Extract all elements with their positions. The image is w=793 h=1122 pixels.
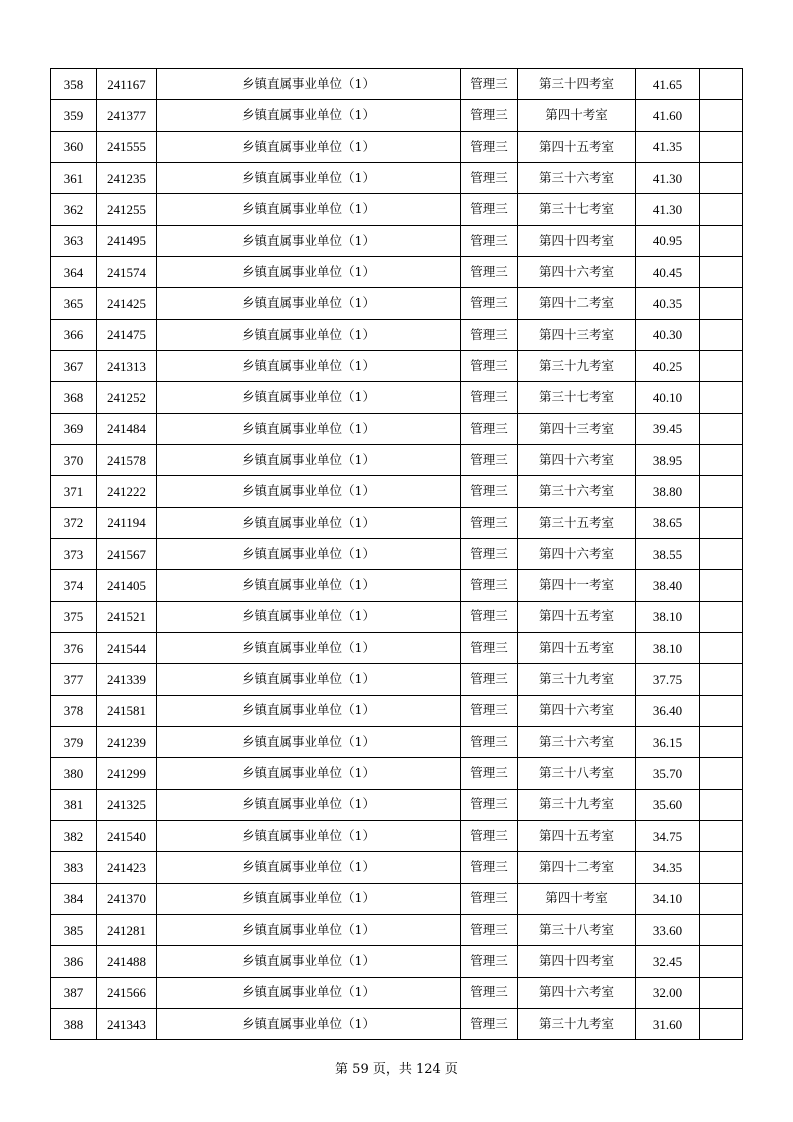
score-cell: 38.55 [636,538,700,569]
seq-cell: 384 [51,883,97,914]
exam-room-cell: 第四十五考室 [518,601,636,632]
exam-room-cell: 第三十七考室 [518,382,636,413]
remark-cell [700,382,743,413]
remark-cell [700,69,743,100]
exam-number-cell: 241239 [97,726,157,757]
seq-cell: 367 [51,350,97,381]
position-cell: 管理三 [461,726,518,757]
table-body [51,69,743,1040]
exam-number-cell: 241423 [97,852,157,883]
table-row [51,946,743,977]
score-cell: 41.35 [636,131,700,162]
exam-number-cell: 241167 [97,69,157,100]
unit-cell: 乡镇直属事业单位（1） [157,288,461,319]
unit-cell: 乡镇直属事业单位（1） [157,100,461,131]
seq-cell: 375 [51,601,97,632]
exam-room-cell: 第三十七考室 [518,194,636,225]
unit-cell: 乡镇直属事业单位（1） [157,570,461,601]
table-row [51,69,743,100]
exam-room-cell: 第四十考室 [518,883,636,914]
seq-cell: 359 [51,100,97,131]
exam-room-cell: 第四十五考室 [518,820,636,851]
position-cell: 管理三 [461,350,518,381]
seq-cell: 388 [51,1008,97,1039]
remark-cell [700,914,743,945]
exam-room-cell: 第三十六考室 [518,476,636,507]
score-cell: 40.25 [636,350,700,381]
exam-room-cell: 第三十四考室 [518,69,636,100]
exam-number-cell: 241222 [97,476,157,507]
unit-cell: 乡镇直属事业单位（1） [157,256,461,287]
position-cell: 管理三 [461,538,518,569]
seq-cell: 371 [51,476,97,507]
table-row [51,664,743,695]
exam-room-cell: 第四十五考室 [518,632,636,663]
exam-number-cell: 241574 [97,256,157,287]
score-cell: 41.30 [636,194,700,225]
score-cell: 40.30 [636,319,700,350]
seq-cell: 365 [51,288,97,319]
position-cell: 管理三 [461,476,518,507]
score-cell: 34.75 [636,820,700,851]
seq-cell: 378 [51,695,97,726]
seq-cell: 386 [51,946,97,977]
position-cell: 管理三 [461,194,518,225]
seq-cell: 380 [51,758,97,789]
exam-room-cell: 第四十三考室 [518,319,636,350]
remark-cell [700,570,743,601]
unit-cell: 乡镇直属事业单位（1） [157,225,461,256]
table-row [51,852,743,883]
exam-number-cell: 241325 [97,789,157,820]
seq-cell: 358 [51,69,97,100]
table-row [51,100,743,131]
position-cell: 管理三 [461,914,518,945]
seq-cell: 379 [51,726,97,757]
exam-number-cell: 241567 [97,538,157,569]
remark-cell [700,288,743,319]
score-cell: 38.80 [636,476,700,507]
table-row [51,883,743,914]
table-row [51,350,743,381]
seq-cell: 383 [51,852,97,883]
position-cell: 管理三 [461,413,518,444]
unit-cell: 乡镇直属事业单位（1） [157,789,461,820]
table-row [51,225,743,256]
exam-room-cell: 第三十六考室 [518,726,636,757]
table-row [51,256,743,287]
position-cell: 管理三 [461,1008,518,1039]
exam-room-cell: 第三十八考室 [518,758,636,789]
remark-cell [700,820,743,851]
unit-cell: 乡镇直属事业单位（1） [157,382,461,413]
score-cell: 41.30 [636,162,700,193]
remark-cell [700,758,743,789]
seq-cell: 361 [51,162,97,193]
remark-cell [700,476,743,507]
table-row [51,1008,743,1039]
position-cell: 管理三 [461,632,518,663]
unit-cell: 乡镇直属事业单位（1） [157,852,461,883]
score-cell: 40.10 [636,382,700,413]
score-cell: 34.35 [636,852,700,883]
exam-number-cell: 241540 [97,820,157,851]
unit-cell: 乡镇直属事业单位（1） [157,162,461,193]
remark-cell [700,538,743,569]
score-cell: 32.00 [636,977,700,1008]
table-row [51,789,743,820]
exam-room-cell: 第四十二考室 [518,852,636,883]
exam-room-cell: 第三十六考室 [518,162,636,193]
exam-room-cell: 第三十八考室 [518,914,636,945]
position-cell: 管理三 [461,789,518,820]
score-cell: 41.65 [636,69,700,100]
position-cell: 管理三 [461,69,518,100]
exam-room-cell: 第四十六考室 [518,444,636,475]
exam-number-cell: 241578 [97,444,157,475]
remark-cell [700,883,743,914]
position-cell: 管理三 [461,382,518,413]
score-cell: 36.15 [636,726,700,757]
seq-cell: 377 [51,664,97,695]
table-row [51,194,743,225]
remark-cell [700,726,743,757]
exam-room-cell: 第四十四考室 [518,946,636,977]
exam-number-cell: 241252 [97,382,157,413]
exam-number-cell: 241544 [97,632,157,663]
position-cell: 管理三 [461,664,518,695]
score-cell: 32.45 [636,946,700,977]
table-row [51,538,743,569]
exam-room-cell: 第四十六考室 [518,538,636,569]
exam-number-cell: 241521 [97,601,157,632]
exam-number-cell: 241555 [97,131,157,162]
unit-cell: 乡镇直属事业单位（1） [157,1008,461,1039]
exam-room-cell: 第四十四考室 [518,225,636,256]
unit-cell: 乡镇直属事业单位（1） [157,914,461,945]
table-row [51,601,743,632]
unit-cell: 乡镇直属事业单位（1） [157,695,461,726]
remark-cell [700,695,743,726]
position-cell: 管理三 [461,288,518,319]
exam-number-cell: 241255 [97,194,157,225]
seq-cell: 366 [51,319,97,350]
score-cell: 35.70 [636,758,700,789]
unit-cell: 乡镇直属事业单位（1） [157,601,461,632]
remark-cell [700,664,743,695]
remark-cell [700,100,743,131]
exam-number-cell: 241475 [97,319,157,350]
remark-cell [700,444,743,475]
table-row [51,413,743,444]
score-cell: 38.10 [636,601,700,632]
position-cell: 管理三 [461,131,518,162]
exam-room-cell: 第四十一考室 [518,570,636,601]
exam-number-cell: 241377 [97,100,157,131]
seq-cell: 369 [51,413,97,444]
unit-cell: 乡镇直属事业单位（1） [157,476,461,507]
unit-cell: 乡镇直属事业单位（1） [157,883,461,914]
exam-number-cell: 241425 [97,288,157,319]
exam-room-cell: 第三十九考室 [518,789,636,820]
position-cell: 管理三 [461,319,518,350]
exam-number-cell: 241581 [97,695,157,726]
position-cell: 管理三 [461,570,518,601]
score-cell: 40.35 [636,288,700,319]
table-row [51,570,743,601]
score-cell: 34.10 [636,883,700,914]
remark-cell [700,507,743,538]
table-row [51,695,743,726]
position-cell: 管理三 [461,100,518,131]
remark-cell [700,131,743,162]
table-row [51,820,743,851]
unit-cell: 乡镇直属事业单位（1） [157,726,461,757]
exam-number-cell: 241370 [97,883,157,914]
position-cell: 管理三 [461,256,518,287]
exam-number-cell: 241566 [97,977,157,1008]
score-cell: 38.10 [636,632,700,663]
score-cell: 40.45 [636,256,700,287]
exam-number-cell: 241488 [97,946,157,977]
position-cell: 管理三 [461,946,518,977]
remark-cell [700,413,743,444]
seq-cell: 363 [51,225,97,256]
seq-cell: 364 [51,256,97,287]
remark-cell [700,350,743,381]
exam-number-cell: 241194 [97,507,157,538]
score-cell: 35.60 [636,789,700,820]
exam-number-cell: 241313 [97,350,157,381]
table-row [51,444,743,475]
table-row [51,758,743,789]
remark-cell [700,946,743,977]
exam-room-cell: 第四十六考室 [518,256,636,287]
remark-cell [700,256,743,287]
exam-number-cell: 241235 [97,162,157,193]
exam-number-cell: 241339 [97,664,157,695]
results-table [50,68,743,1040]
position-cell: 管理三 [461,444,518,475]
score-cell: 41.60 [636,100,700,131]
remark-cell [700,601,743,632]
table-row [51,131,743,162]
unit-cell: 乡镇直属事业单位（1） [157,632,461,663]
remark-cell [700,225,743,256]
remark-cell [700,319,743,350]
table-row [51,288,743,319]
exam-room-cell: 第四十六考室 [518,977,636,1008]
score-cell: 38.95 [636,444,700,475]
unit-cell: 乡镇直属事业单位（1） [157,444,461,475]
unit-cell: 乡镇直属事业单位（1） [157,69,461,100]
seq-cell: 382 [51,820,97,851]
score-cell: 31.60 [636,1008,700,1039]
score-cell: 37.75 [636,664,700,695]
seq-cell: 387 [51,977,97,1008]
table-row [51,476,743,507]
seq-cell: 373 [51,538,97,569]
position-cell: 管理三 [461,820,518,851]
unit-cell: 乡镇直属事业单位（1） [157,507,461,538]
exam-number-cell: 241484 [97,413,157,444]
unit-cell: 乡镇直属事业单位（1） [157,319,461,350]
remark-cell [700,789,743,820]
table-row [51,507,743,538]
unit-cell: 乡镇直属事业单位（1） [157,350,461,381]
position-cell: 管理三 [461,225,518,256]
page-footer: 第 59 页，共 124 页 [335,1062,458,1077]
position-cell: 管理三 [461,758,518,789]
seq-cell: 376 [51,632,97,663]
position-cell: 管理三 [461,852,518,883]
position-cell: 管理三 [461,883,518,914]
table-row [51,162,743,193]
position-cell: 管理三 [461,162,518,193]
table-row [51,726,743,757]
remark-cell [700,632,743,663]
seq-cell: 381 [51,789,97,820]
exam-number-cell: 241281 [97,914,157,945]
exam-number-cell: 241343 [97,1008,157,1039]
unit-cell: 乡镇直属事业单位（1） [157,413,461,444]
position-cell: 管理三 [461,507,518,538]
unit-cell: 乡镇直属事业单位（1） [157,758,461,789]
seq-cell: 360 [51,131,97,162]
score-cell: 38.40 [636,570,700,601]
unit-cell: 乡镇直属事业单位（1） [157,131,461,162]
remark-cell [700,852,743,883]
exam-number-cell: 241495 [97,225,157,256]
exam-room-cell: 第四十考室 [518,100,636,131]
unit-cell: 乡镇直属事业单位（1） [157,977,461,1008]
unit-cell: 乡镇直属事业单位（1） [157,820,461,851]
table-row [51,382,743,413]
exam-room-cell: 第四十三考室 [518,413,636,444]
exam-room-cell: 第三十五考室 [518,507,636,538]
seq-cell: 370 [51,444,97,475]
remark-cell [700,194,743,225]
remark-cell [700,1008,743,1039]
table-row [51,632,743,663]
seq-cell: 374 [51,570,97,601]
table-row [51,319,743,350]
score-cell: 36.40 [636,695,700,726]
exam-room-cell: 第三十九考室 [518,664,636,695]
exam-number-cell: 241299 [97,758,157,789]
exam-room-cell: 第四十五考室 [518,131,636,162]
unit-cell: 乡镇直属事业单位（1） [157,538,461,569]
score-cell: 40.95 [636,225,700,256]
table-row [51,977,743,1008]
score-cell: 33.60 [636,914,700,945]
seq-cell: 362 [51,194,97,225]
seq-cell: 368 [51,382,97,413]
score-cell: 38.65 [636,507,700,538]
unit-cell: 乡镇直属事业单位（1） [157,194,461,225]
exam-room-cell: 第四十二考室 [518,288,636,319]
unit-cell: 乡镇直属事业单位（1） [157,946,461,977]
unit-cell: 乡镇直属事业单位（1） [157,664,461,695]
seq-cell: 385 [51,914,97,945]
exam-number-cell: 241405 [97,570,157,601]
seq-cell: 372 [51,507,97,538]
position-cell: 管理三 [461,601,518,632]
position-cell: 管理三 [461,977,518,1008]
remark-cell [700,977,743,1008]
exam-room-cell: 第三十九考室 [518,1008,636,1039]
exam-room-cell: 第三十九考室 [518,350,636,381]
exam-room-cell: 第四十六考室 [518,695,636,726]
remark-cell [700,162,743,193]
position-cell: 管理三 [461,695,518,726]
score-cell: 39.45 [636,413,700,444]
table-row [51,914,743,945]
